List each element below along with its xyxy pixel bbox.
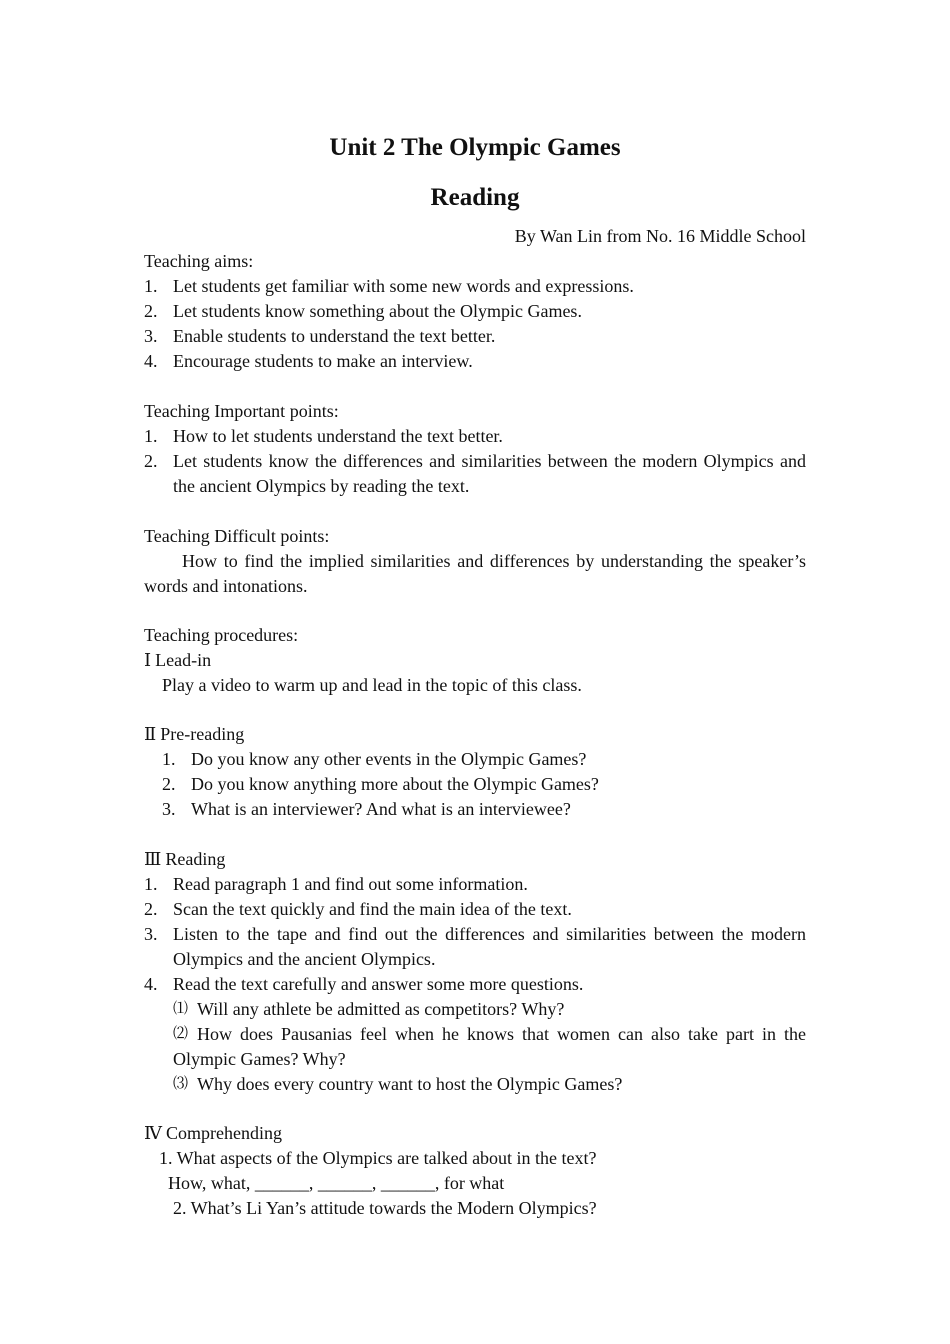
document-title: Unit 2 The Olympic Games — [329, 134, 621, 161]
reading-numeral: Ⅲ — [144, 849, 162, 869]
reading-heading — [144, 847, 225, 872]
aims-item-number: 2. — [144, 301, 158, 321]
aims-item-number: 1. — [144, 276, 158, 296]
comprehending-q1: 1. What aspects of the Olympics are talked about in the text? — [159, 1148, 597, 1168]
reading-item: Read paragraph 1 and find out some information. — [173, 874, 528, 894]
prereading-heading — [144, 722, 244, 747]
question-number: ⑴ — [173, 1001, 189, 1017]
prereading-item-number: 3. — [162, 799, 176, 819]
important-item-number: 1. — [144, 426, 158, 446]
reading-item-number: 3. — [144, 924, 158, 944]
aims-item-number: 4. — [144, 351, 158, 371]
prereading-item-number: 1. — [162, 749, 176, 769]
leadin-numeral: Ⅰ — [144, 650, 152, 670]
aims-item: Let students know something about the Olympic Games. — [173, 301, 582, 321]
question-text: Will any athlete be admitted as competitors? Why? — [197, 999, 565, 1019]
difficult-heading: Teaching Difficult points: — [144, 526, 330, 546]
aims-item: Enable students to understand the text better. — [173, 326, 496, 346]
leadin-label: Lead-in — [155, 650, 212, 670]
procedures-heading: Teaching procedures: — [144, 625, 299, 645]
question-text: How does Pausanias feel when he knows that women can also take part in the Olympic Games? Why? — [173, 1024, 806, 1069]
important-item: Let students know the differences and similarities between the modern Olympics and the ancient Olympics by reading the text. — [173, 451, 806, 496]
reading-item: Read the text carefully and answer some more questions. — [173, 974, 584, 994]
prereading-item: Do you know any other events in the Olympic Games? — [191, 749, 587, 769]
leadin-text: Play a video to warm up and lead in the topic of this class. — [162, 675, 582, 695]
important-heading: Teaching Important points: — [144, 401, 339, 421]
important-item: How to let students understand the text better. — [173, 426, 503, 446]
reading-item-number: 2. — [144, 899, 158, 919]
author-line: By Wan Lin from No. 16 Middle School — [514, 226, 806, 246]
difficult-text: How to find the implied similarities and differences by understanding the speaker’s words and intonations. — [144, 551, 806, 596]
prereading-numeral: Ⅱ — [144, 724, 157, 744]
aims-item-number: 3. — [144, 326, 158, 346]
question-number: ⑵ — [173, 1026, 189, 1042]
aims-heading: Teaching aims: — [144, 251, 254, 271]
reading-item: Listen to the tape and find out the differences and similarities between the modern Olympics and the ancient Olympics. — [173, 924, 806, 969]
important-item-number: 2. — [144, 451, 158, 471]
reading-item-number: 1. — [144, 874, 158, 894]
prereading-label: Pre-reading — [160, 724, 245, 744]
question-text: Why does every country want to host the Olympic Games? — [197, 1074, 623, 1094]
prereading-item: Do you know anything more about the Olympic Games? — [191, 774, 599, 794]
comprehending-numeral: Ⅳ — [144, 1123, 162, 1143]
aims-item: Let students get familiar with some new words and expressions. — [173, 276, 634, 296]
comprehending-q1-answer: How, what, ______, ______, ______, for what — [168, 1173, 505, 1193]
reading-item-number: 4. — [144, 974, 158, 994]
comprehending-q2: 2. What’s Li Yan’s attitude towards the Modern Olympics? — [173, 1198, 597, 1218]
document-subtitle: Reading — [430, 184, 520, 211]
leadin-heading — [144, 648, 211, 673]
comprehending-heading — [144, 1121, 282, 1146]
prereading-item-number: 2. — [162, 774, 176, 794]
aims-item: Encourage students to make an interview. — [173, 351, 473, 371]
reading-label: Reading — [165, 849, 226, 869]
prereading-item: What is an interviewer? And what is an interviewee? — [191, 799, 571, 819]
question-number: ⑶ — [173, 1076, 189, 1092]
comprehending-label: Comprehending — [165, 1123, 282, 1143]
reading-item: Scan the text quickly and find the main idea of the text. — [173, 899, 572, 919]
